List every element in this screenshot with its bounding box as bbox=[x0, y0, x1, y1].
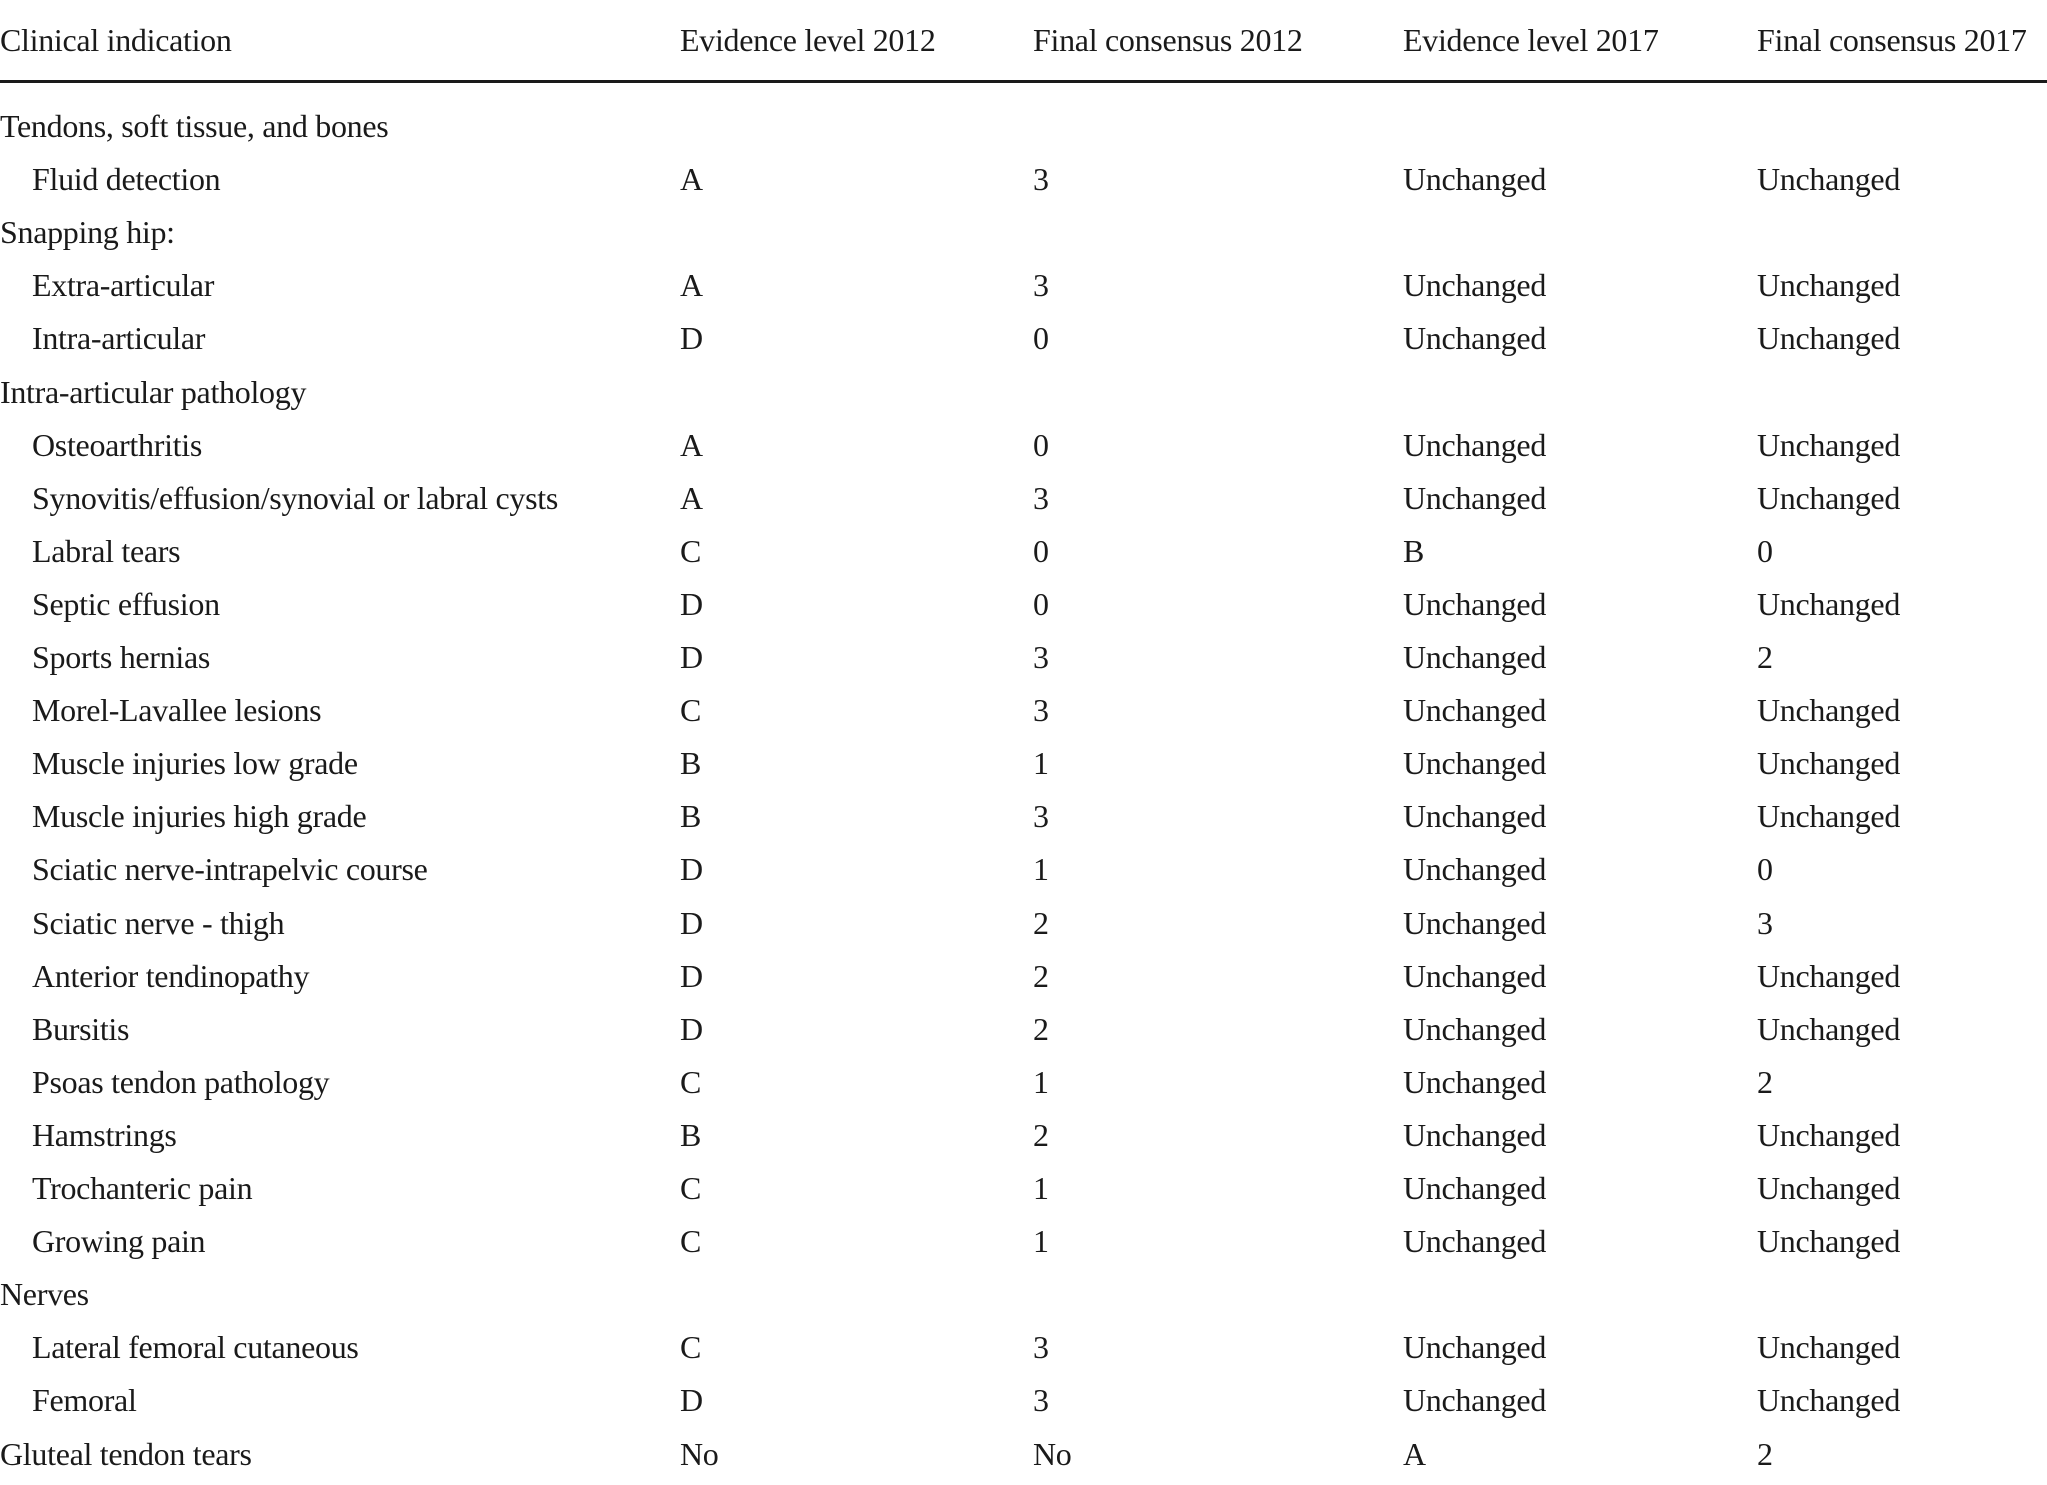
table-group-row bbox=[0, 1268, 2047, 1321]
evidence-level-2017-cell: A bbox=[1403, 1435, 1426, 1472]
final-consensus-2017-cell: Unchanged bbox=[1757, 745, 1901, 782]
evidence-level-2012-cell: D bbox=[680, 585, 703, 622]
table-row bbox=[0, 684, 2047, 737]
clinical-indication-cell: Muscle injuries high grade bbox=[32, 798, 367, 835]
clinical-indication-cell: Synovitis/effusion/synovial or labral cysts bbox=[32, 479, 559, 516]
evidence-level-2017-cell: Unchanged bbox=[1403, 1223, 1547, 1260]
evidence-level-2012-cell: A bbox=[680, 267, 703, 304]
evidence-level-2012-cell: D bbox=[680, 1382, 703, 1419]
clinical-indication-cell: Intra-articular pathology bbox=[0, 373, 307, 410]
evidence-level-2017-cell: Unchanged bbox=[1403, 320, 1547, 357]
table-row bbox=[0, 950, 2047, 1003]
final-consensus-2017-cell: Unchanged bbox=[1757, 161, 1901, 198]
evidence-level-2017-cell: Unchanged bbox=[1403, 161, 1547, 198]
final-consensus-2017-cell: Unchanged bbox=[1757, 798, 1901, 835]
evidence-level-2017-cell: Unchanged bbox=[1403, 479, 1547, 516]
evidence-level-2012-cell: A bbox=[680, 479, 703, 516]
evidence-level-2012-cell: C bbox=[680, 692, 702, 729]
table-group-row bbox=[0, 206, 2047, 259]
table-row bbox=[0, 419, 2047, 472]
evidence-level-2012-cell: D bbox=[680, 1010, 703, 1047]
clinical-indication-cell: Intra-articular bbox=[32, 320, 206, 357]
clinical-indication-cell: Sciatic nerve-intrapelvic course bbox=[32, 851, 428, 888]
evidence-level-2017-cell: Unchanged bbox=[1403, 426, 1547, 463]
evidence-level-2017-cell: Unchanged bbox=[1403, 692, 1547, 729]
evidence-level-2012-cell: C bbox=[680, 1223, 702, 1260]
clinical-indication-cell: Nerves bbox=[0, 1276, 89, 1313]
clinical-indication-cell: Trochanteric pain bbox=[32, 1170, 253, 1206]
final-consensus-2017-cell: Unchanged bbox=[1757, 1223, 1901, 1260]
evidence-level-2017-cell: Unchanged bbox=[1403, 1010, 1547, 1047]
evidence-level-2017-cell: Unchanged bbox=[1403, 585, 1547, 622]
final-consensus-2012-cell: 0 bbox=[1033, 585, 1049, 622]
evidence-level-2012-cell: C bbox=[680, 1063, 702, 1100]
clinical-indication-cell: Septic effusion bbox=[32, 585, 220, 622]
evidence-level-2012-cell: B bbox=[680, 1116, 702, 1153]
evidence-level-2012-cell: D bbox=[680, 851, 703, 888]
clinical-indication-cell: Osteoarthritis bbox=[32, 426, 202, 463]
final-consensus-2017-cell: Unchanged bbox=[1757, 479, 1901, 516]
clinical-indication-cell: Morel-Lavallee lesions bbox=[32, 692, 322, 729]
evidence-level-2017-cell: Unchanged bbox=[1403, 1382, 1547, 1419]
table-row bbox=[0, 737, 2047, 790]
evidence-level-2012-cell: D bbox=[680, 904, 703, 941]
evidence-level-2017-cell: Unchanged bbox=[1403, 1116, 1547, 1153]
final-consensus-2017-cell: Unchanged bbox=[1757, 1382, 1901, 1419]
clinical-indication-cell: Fluid detection bbox=[32, 161, 221, 198]
final-consensus-2012-cell: 1 bbox=[1033, 745, 1049, 782]
final-consensus-2012-cell: 0 bbox=[1033, 532, 1049, 569]
final-consensus-2012-cell: 3 bbox=[1033, 479, 1049, 516]
final-consensus-2017-cell: 2 bbox=[1757, 639, 1773, 675]
clinical-indication-cell: Growing pain bbox=[32, 1223, 206, 1260]
header-final-consensus-2017: Final consensus 2017 bbox=[1757, 22, 2027, 58]
clinical-indication-cell: Femoral bbox=[32, 1382, 137, 1419]
header-rule bbox=[0, 80, 2047, 83]
final-consensus-2012-cell: 1 bbox=[1033, 851, 1049, 888]
final-consensus-2017-cell: Unchanged bbox=[1757, 426, 1901, 463]
final-consensus-2012-cell: 2 bbox=[1033, 1116, 1049, 1153]
final-consensus-2012-cell: 1 bbox=[1033, 1223, 1049, 1260]
evidence-level-2017-cell: Unchanged bbox=[1403, 1329, 1547, 1366]
evidence-level-2012-cell: No bbox=[680, 1435, 719, 1472]
evidence-level-2012-cell: B bbox=[680, 798, 702, 835]
table-row bbox=[0, 259, 2047, 312]
table-group-row bbox=[0, 366, 2047, 419]
table-row bbox=[0, 1056, 2047, 1109]
table-row bbox=[0, 525, 2047, 578]
evidence-level-2017-cell: Unchanged bbox=[1403, 267, 1547, 304]
evidence-level-2017-cell: B bbox=[1403, 532, 1425, 569]
final-consensus-2012-cell: 1 bbox=[1033, 1170, 1049, 1206]
final-consensus-2012-cell: 0 bbox=[1033, 320, 1049, 357]
table-row bbox=[0, 897, 2047, 950]
final-consensus-2012-cell: 3 bbox=[1033, 1329, 1049, 1366]
table-row bbox=[0, 843, 2047, 896]
final-consensus-2012-cell: 1 bbox=[1033, 1063, 1049, 1100]
final-consensus-2017-cell: Unchanged bbox=[1757, 585, 1901, 622]
header-evidence-level-2012: Evidence level 2012 bbox=[680, 22, 936, 58]
table-row bbox=[0, 790, 2047, 843]
evidence-level-2012-cell: D bbox=[680, 639, 703, 675]
clinical-indication-cell: Hamstrings bbox=[32, 1116, 177, 1153]
table-row bbox=[0, 1109, 2047, 1162]
header-clinical-indication: Clinical indication bbox=[0, 22, 232, 58]
evidence-level-2017-cell: Unchanged bbox=[1403, 851, 1547, 888]
table-header bbox=[0, 14, 2047, 70]
table-row bbox=[0, 472, 2047, 525]
evidence-level-2017-cell: Unchanged bbox=[1403, 904, 1547, 941]
final-consensus-2012-cell: 3 bbox=[1033, 1382, 1049, 1419]
evidence-level-2017-cell: Unchanged bbox=[1403, 745, 1547, 782]
evidence-level-2017-cell: Unchanged bbox=[1403, 957, 1547, 994]
final-consensus-2017-cell: Unchanged bbox=[1757, 1116, 1901, 1153]
final-consensus-2012-cell: 3 bbox=[1033, 639, 1049, 675]
evidence-level-2012-cell: C bbox=[680, 1329, 702, 1366]
table-row bbox=[0, 578, 2047, 631]
final-consensus-2012-cell: 0 bbox=[1033, 426, 1049, 463]
final-consensus-2012-cell: No bbox=[1033, 1435, 1072, 1472]
table-row bbox=[0, 312, 2047, 365]
table-row bbox=[0, 1162, 2047, 1215]
table-row bbox=[0, 1321, 2047, 1374]
table-row bbox=[0, 1003, 2047, 1056]
final-consensus-2017-cell: 2 bbox=[1757, 1435, 1773, 1472]
final-consensus-2017-cell: Unchanged bbox=[1757, 1010, 1901, 1047]
clinical-indication-cell: Tendons, soft tissue, and bones bbox=[0, 108, 389, 144]
header-final-consensus-2012: Final consensus 2012 bbox=[1033, 22, 1303, 58]
final-consensus-2012-cell: 2 bbox=[1033, 1010, 1049, 1047]
evidence-level-2017-cell: Unchanged bbox=[1403, 639, 1547, 675]
clinical-indication-cell: Gluteal tendon tears bbox=[0, 1435, 252, 1472]
evidence-level-2017-cell: Unchanged bbox=[1403, 1063, 1547, 1100]
final-consensus-2017-cell: 2 bbox=[1757, 1063, 1773, 1100]
clinical-indication-cell: Psoas tendon pathology bbox=[32, 1063, 330, 1100]
table-group-row bbox=[0, 1428, 2047, 1481]
clinical-indication-cell: Snapping hip: bbox=[0, 214, 175, 251]
final-consensus-2017-cell: Unchanged bbox=[1757, 1329, 1901, 1366]
evidence-level-2012-cell: A bbox=[680, 426, 703, 463]
final-consensus-2017-cell: Unchanged bbox=[1757, 267, 1901, 304]
final-consensus-2017-cell: Unchanged bbox=[1757, 957, 1901, 994]
final-consensus-2017-cell: 0 bbox=[1757, 532, 1773, 569]
clinical-indication-cell: Labral tears bbox=[32, 532, 181, 569]
table-row bbox=[0, 1374, 2047, 1427]
clinical-indication-cell: Muscle injuries low grade bbox=[32, 745, 358, 782]
final-consensus-2012-cell: 3 bbox=[1033, 161, 1049, 198]
final-consensus-2017-cell: Unchanged bbox=[1757, 320, 1901, 357]
final-consensus-2017-cell: Unchanged bbox=[1757, 1170, 1901, 1206]
final-consensus-2012-cell: 3 bbox=[1033, 798, 1049, 835]
evidence-level-2012-cell: D bbox=[680, 957, 703, 994]
final-consensus-2017-cell: Unchanged bbox=[1757, 692, 1901, 729]
evidence-level-2012-cell: A bbox=[680, 161, 703, 198]
final-consensus-2012-cell: 2 bbox=[1033, 957, 1049, 994]
clinical-indication-cell: Extra-articular bbox=[32, 267, 215, 304]
clinical-indication-cell: Sports hernias bbox=[32, 639, 211, 675]
final-consensus-2017-cell: 3 bbox=[1757, 904, 1773, 941]
final-consensus-2012-cell: 3 bbox=[1033, 267, 1049, 304]
table-row bbox=[0, 153, 2047, 206]
table-row bbox=[0, 631, 2047, 684]
table-row bbox=[0, 1215, 2047, 1268]
evidence-level-2012-cell: C bbox=[680, 1170, 702, 1206]
clinical-indication-cell: Anterior tendinopathy bbox=[32, 957, 310, 994]
evidence-level-2012-cell: D bbox=[680, 320, 703, 357]
table-group-row bbox=[0, 100, 2047, 153]
evidence-level-2017-cell: Unchanged bbox=[1403, 1170, 1547, 1206]
final-consensus-2017-cell: 0 bbox=[1757, 851, 1773, 888]
evidence-level-2017-cell: Unchanged bbox=[1403, 798, 1547, 835]
evidence-level-2012-cell: B bbox=[680, 745, 702, 782]
clinical-indication-cell: Lateral femoral cutaneous bbox=[32, 1329, 359, 1366]
evidence-level-2012-cell: C bbox=[680, 532, 702, 569]
final-consensus-2012-cell: 3 bbox=[1033, 692, 1049, 729]
header-evidence-level-2017: Evidence level 2017 bbox=[1403, 22, 1659, 58]
final-consensus-2012-cell: 2 bbox=[1033, 904, 1049, 941]
clinical-indication-cell: Bursitis bbox=[32, 1010, 130, 1047]
clinical-indication-cell: Sciatic nerve - thigh bbox=[32, 904, 285, 941]
